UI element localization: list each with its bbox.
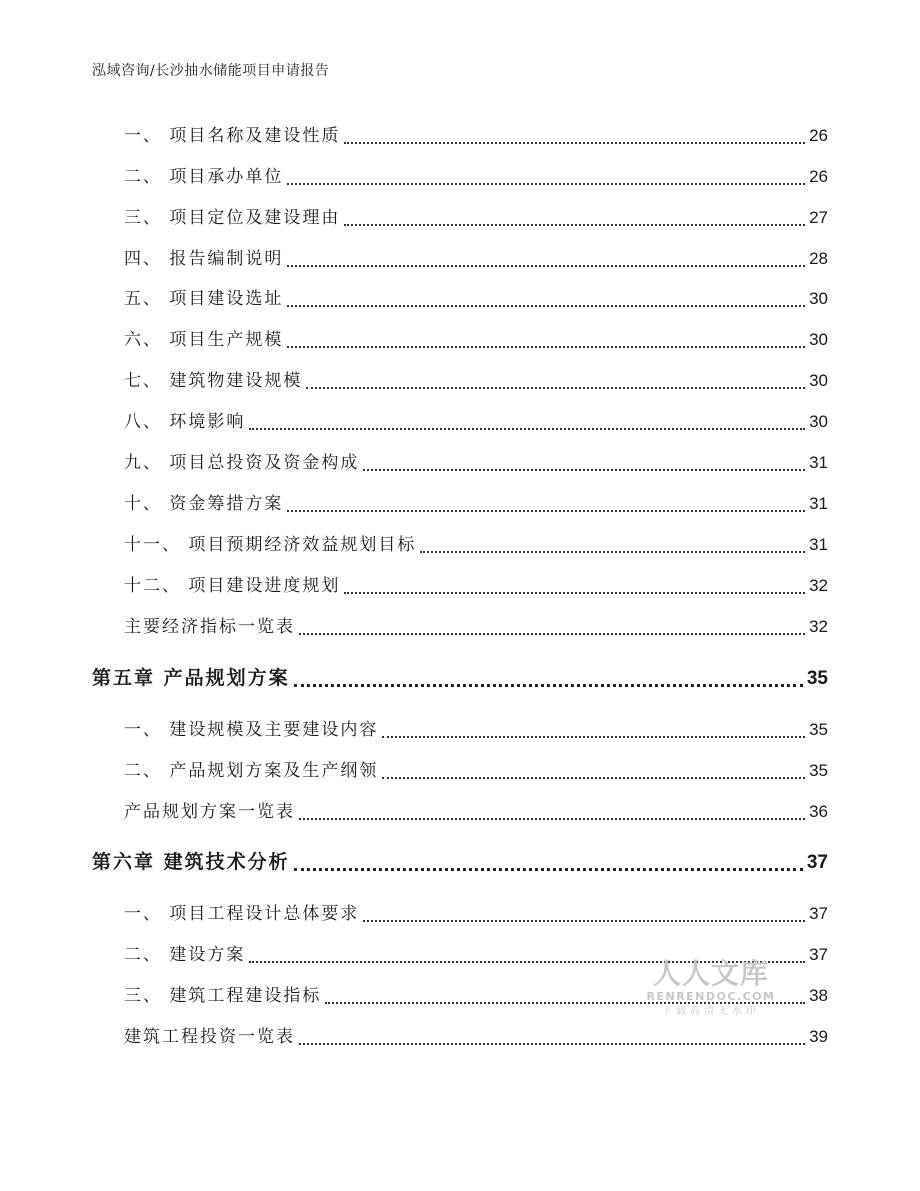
- toc-entry-title: 六、 项目生产规模: [124, 330, 284, 350]
- toc-entry-title: 十、 资金筹措方案: [124, 494, 284, 514]
- toc-entry-title: 五、 项目建设选址: [124, 289, 284, 309]
- toc-entry[interactable]: [124, 716, 828, 744]
- watermark: [646, 958, 776, 1020]
- toc-entry-page: 35: [806, 668, 828, 689]
- toc-dot-leader: [382, 718, 805, 738]
- watermark-tagline: 下载高清无水印: [662, 1006, 760, 1017]
- toc-dot-leader: [344, 574, 805, 594]
- toc-entry[interactable]: [124, 245, 828, 273]
- toc-entry-title: 八、 环境影响: [124, 412, 246, 432]
- toc-entry-page: 37: [809, 945, 828, 964]
- toc-dot-leader: [420, 533, 805, 553]
- toc-dot-leader: [344, 124, 805, 144]
- toc-entry-title: 一、 项目名称及建设性质: [124, 126, 341, 146]
- toc-entry[interactable]: [124, 204, 828, 232]
- toc-dot-leader: [299, 800, 805, 820]
- toc-entry-title: 九、 项目总投资及资金构成: [124, 453, 360, 473]
- toc-dot-leader: [299, 615, 805, 635]
- toc-entry[interactable]: [124, 572, 828, 600]
- watermark-site: RENRENDOC.COM: [646, 990, 776, 1003]
- toc-entry-page: 30: [809, 371, 828, 390]
- toc-entry[interactable]: [124, 490, 828, 518]
- toc-entry-page: 26: [809, 126, 828, 145]
- toc-chapter-entry[interactable]: [92, 664, 828, 692]
- toc-entry[interactable]: [124, 163, 828, 191]
- toc-entry-title: 二、 产品规划方案及生产纲领: [124, 761, 379, 781]
- toc-entry-title: 主要经济指标一览表: [124, 617, 295, 637]
- toc-entry[interactable]: [124, 900, 828, 928]
- toc-entry-title: 三、 建筑工程建设指标: [124, 986, 322, 1006]
- toc-dot-leader: [382, 759, 805, 779]
- toc-dot-leader: [294, 666, 803, 687]
- toc-entry-title: 三、 项目定位及建设理由: [124, 208, 341, 228]
- toc-entry-page: 32: [809, 617, 828, 636]
- toc-dot-leader: [363, 902, 805, 922]
- toc-dot-leader: [287, 165, 805, 185]
- toc-entry-title: 十二、 项目建设进度规划: [124, 576, 341, 596]
- toc-entry-title: 七、 建筑物建设规模: [124, 371, 303, 391]
- toc-entry[interactable]: [124, 285, 828, 313]
- toc-entry[interactable]: [124, 408, 828, 436]
- toc-dot-leader: [306, 369, 805, 389]
- toc-entry-title: 十一、 项目预期经济效益规划目标: [124, 535, 417, 555]
- toc-entry-page: 27: [809, 208, 828, 227]
- toc-entry-title: 第五章 产品规划方案: [92, 667, 290, 689]
- toc-dot-leader: [363, 451, 805, 471]
- toc-entry[interactable]: [124, 613, 828, 641]
- toc-entry[interactable]: [124, 798, 828, 826]
- toc-entry-title: 产品规划方案一览表: [124, 802, 295, 822]
- toc-entry-page: 35: [809, 720, 828, 739]
- toc-entry-page: 37: [809, 904, 828, 923]
- toc-entry-page: 37: [806, 852, 828, 873]
- toc-entry-page: 31: [809, 535, 828, 554]
- page-header: 泓域咨询/长沙抽水储能项目申请报告: [92, 63, 330, 79]
- toc-entry[interactable]: [124, 1023, 828, 1051]
- toc-dot-leader: [249, 410, 805, 430]
- toc-entry-page: 28: [809, 249, 828, 268]
- toc-entry[interactable]: [124, 757, 828, 785]
- toc-dot-leader: [287, 328, 805, 348]
- toc-dot-leader: [344, 206, 805, 226]
- toc-entry-page: 35: [809, 761, 828, 780]
- toc-entry[interactable]: [124, 449, 828, 477]
- toc-dot-leader: [287, 492, 805, 512]
- toc-entry[interactable]: [124, 326, 828, 354]
- toc-entry-page: 39: [809, 1027, 828, 1046]
- toc-entry-page: 32: [809, 576, 828, 595]
- toc-entry-page: 30: [809, 330, 828, 349]
- toc-entry-page: 36: [809, 802, 828, 821]
- toc-entry-page: 31: [809, 453, 828, 472]
- toc-chapter-entry[interactable]: [92, 848, 828, 876]
- toc-entry-page: 38: [809, 986, 828, 1005]
- toc-entry-page: 30: [809, 289, 828, 308]
- toc-entry-title: 二、 建设方案: [124, 945, 246, 965]
- toc-entry-title: 一、 建设规模及主要建设内容: [124, 720, 379, 740]
- toc-entry[interactable]: [124, 531, 828, 559]
- toc-dot-leader: [294, 850, 803, 871]
- toc-entry-title: 二、 项目承办单位: [124, 167, 284, 187]
- toc-entry-title: 第六章 建筑技术分析: [92, 851, 290, 873]
- toc-entry-page: 30: [809, 412, 828, 431]
- toc-dot-leader: [299, 1025, 805, 1045]
- toc-dot-leader: [287, 247, 805, 267]
- toc-entry-title: 四、 报告编制说明: [124, 249, 284, 269]
- toc-entry[interactable]: [124, 122, 828, 150]
- toc-entry-page: 26: [809, 167, 828, 186]
- watermark-logo: 人人文库: [652, 957, 769, 990]
- toc-entry[interactable]: [124, 367, 828, 395]
- toc-entry-title: 一、 项目工程设计总体要求: [124, 904, 360, 924]
- toc-entry-page: 31: [809, 494, 828, 513]
- toc-entry-title: 建筑工程投资一览表: [124, 1027, 295, 1047]
- toc-dot-leader: [287, 287, 805, 307]
